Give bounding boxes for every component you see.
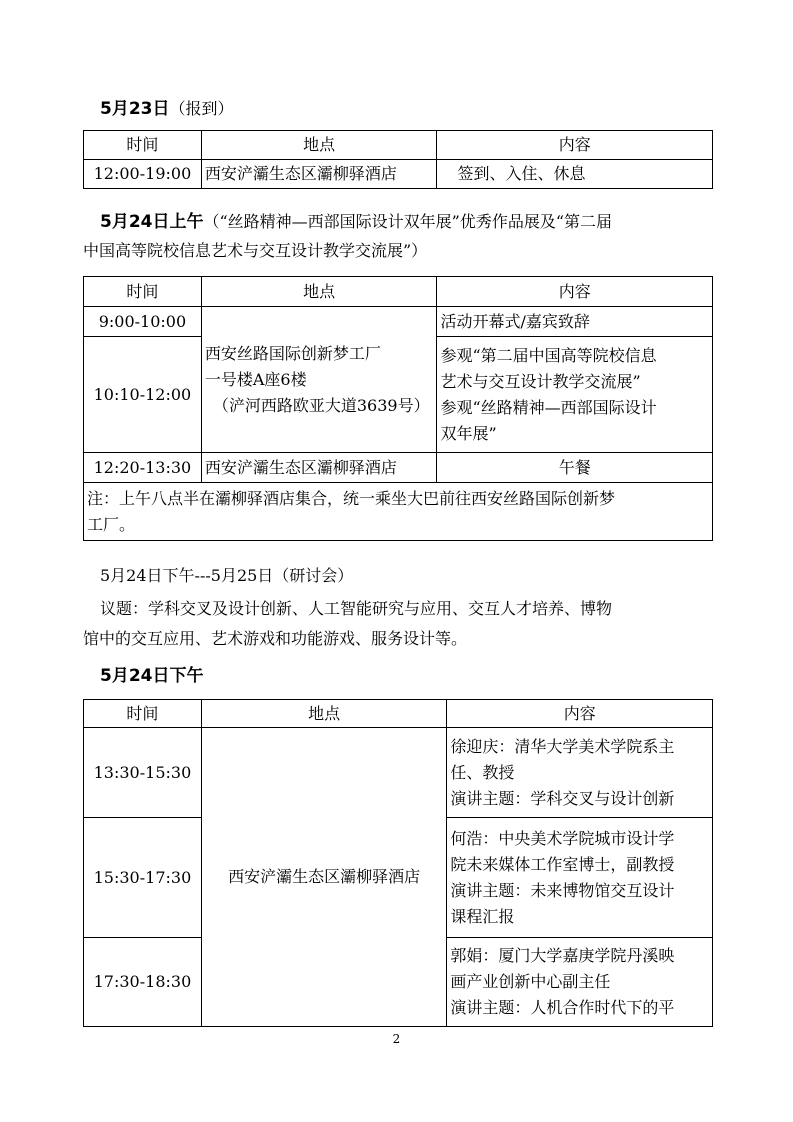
row-content (447, 818, 713, 938)
location-line: 西安丝路国际创新梦工厂 (204, 343, 381, 363)
schedule-table-may24-am (83, 276, 713, 541)
section-subtitle: （“丝路精神—西部国际设计双年展”优秀作品展及“第二届 (203, 212, 613, 231)
seminar-topics: 议题：学科交叉及设计创新、人工智能研究与应用、交互人才培养、博物 (100, 599, 613, 618)
note-line: 工厂。 (87, 514, 136, 534)
section-title-text: 5月23日 (100, 99, 170, 119)
row-content (447, 938, 713, 1027)
row-content: 活动开幕式/嘉宾致辞 (437, 307, 713, 337)
content-line: 郭娟：厦门大学嘉庚学院丹溪映 (450, 946, 675, 965)
row-time: 12:00-19:00 (84, 160, 202, 189)
row-time: 17:30-18:30 (84, 938, 202, 1027)
content-line: 艺术与交互设计教学交流展” (440, 371, 641, 391)
row-time: 12:20-13:30 (84, 453, 202, 483)
row-content (447, 728, 713, 818)
content-line: 课程汇报 (450, 906, 515, 926)
row-content: 午餐 (437, 453, 713, 483)
content-line: 徐迎庆：清华大学美术学院系主 (450, 736, 675, 756)
table-header-row (84, 700, 713, 728)
row-content (437, 337, 713, 453)
table-row (84, 160, 713, 189)
note-line: 注：上午八点半在灞柳驿酒店集合，统一乘坐大巴前往西安丝路国际创新梦 (87, 488, 616, 508)
note-row (84, 483, 713, 541)
content-line: 画产业创新中心副主任 (450, 972, 611, 991)
content-line: 参观“丝路精神—西部国际设计 (440, 397, 657, 417)
row-time: 15:30-17:30 (84, 818, 202, 938)
header-content: 内容 (447, 700, 713, 728)
header-location: 地点 (201, 131, 437, 160)
schedule-table-may23 (83, 130, 713, 189)
content-line: 演讲主题：未来博物馆交互设计 (450, 880, 675, 900)
row-content: 签到、入住、休息 (437, 160, 713, 189)
header-time: 时间 (84, 131, 202, 160)
content-line: 何浩：中央美术学院城市设计学 (450, 828, 675, 848)
row-location: 西安浐灞生态区灞柳驿酒店 (201, 453, 437, 483)
header-time: 时间 (84, 277, 202, 307)
row-time: 9:00-10:00 (84, 307, 202, 337)
row-time: 10:10-12:00 (84, 337, 202, 453)
section-title-text: 5月24日上午 (100, 212, 204, 232)
section-subtitle-continued: 中国高等院校信息艺术与交互设计教学交流展”） (83, 241, 428, 260)
schedule-table-may24-pm (83, 699, 713, 1027)
header-content: 内容 (437, 277, 713, 307)
section-title-may24-am (100, 207, 612, 237)
seminar-heading: 5月24日下午---5月25日（研讨会） (100, 566, 354, 585)
content-line: 院未来媒体工作室博士，副教授 (450, 854, 675, 874)
section-title-may23 (100, 94, 234, 119)
location-line: 一号楼A座6楼 (204, 369, 307, 389)
table-header-row (84, 277, 713, 307)
header-time: 时间 (84, 700, 202, 728)
content-line: 演讲主题：学科交叉与设计创新 (450, 788, 675, 808)
note-cell (84, 483, 713, 541)
table-row (84, 307, 713, 337)
header-location: 地点 (201, 277, 437, 307)
location-line: （浐河西路欧亚大道3639号） (212, 395, 430, 415)
section-title-may24-pm: 5月24日下午 (100, 666, 204, 686)
table-header-row (84, 131, 713, 160)
table-row (84, 453, 713, 483)
row-location (201, 307, 437, 453)
row-location: 西安浐灞生态区灞柳驿酒店 (201, 160, 437, 189)
header-content: 内容 (437, 131, 713, 160)
content-line: 任、教授 (450, 762, 515, 782)
row-time: 13:30-15:30 (84, 728, 202, 818)
table-row (84, 728, 713, 818)
content-line: 参观“第二届中国高等院校信息 (440, 345, 657, 365)
content-line: 双年展” (440, 423, 497, 443)
header-location: 地点 (201, 700, 447, 728)
seminar-topics-continued: 馆中的交互应用、艺术游戏和功能游戏、服务设计等。 (83, 629, 468, 648)
page-number: 2 (392, 1032, 401, 1046)
section-subtitle: （报到） (169, 99, 234, 118)
content-line: 演讲主题：人机合作时代下的平 (450, 998, 675, 1017)
row-location: 西安浐灞生态区灞柳驿酒店 (201, 728, 447, 1027)
